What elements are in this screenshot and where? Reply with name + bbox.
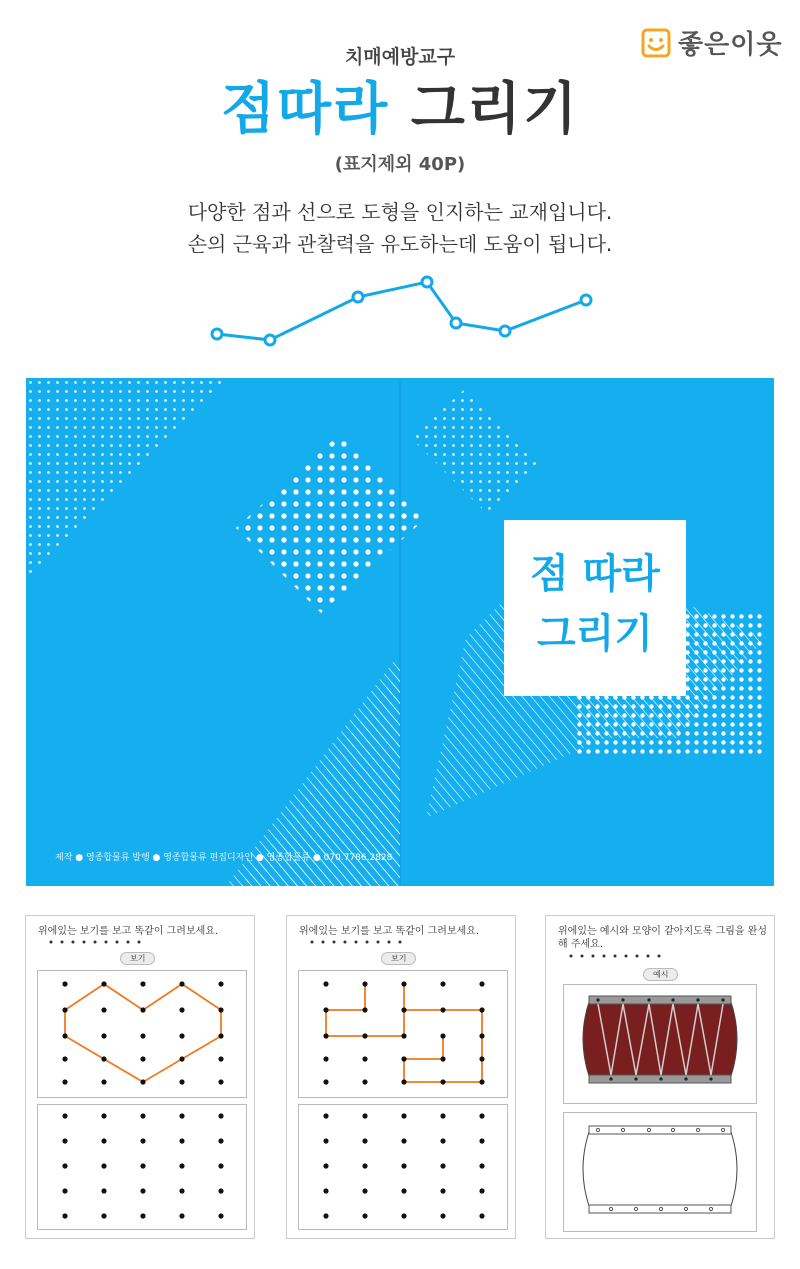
bullet-dots bbox=[309, 938, 409, 946]
worksheet-heart bbox=[25, 915, 255, 1239]
worksheet-path bbox=[286, 915, 516, 1239]
cover-title bbox=[504, 544, 686, 664]
example-label: 예시 bbox=[643, 968, 678, 981]
page-count: (표지제외 40P) bbox=[334, 154, 466, 175]
book-cover bbox=[26, 378, 774, 886]
title-part-dark: 그리기 bbox=[410, 77, 580, 142]
brand-name: 좋은이웃 bbox=[678, 30, 783, 60]
title-part-blue: 점따라 bbox=[220, 77, 390, 142]
worksheet-drum bbox=[545, 915, 775, 1239]
worksheet-instruction: 위에있는 보기를 보고 똑같이 그려보세요. bbox=[38, 926, 219, 937]
practice-grid bbox=[37, 1104, 247, 1230]
description-line-2: 손의 근육과 관찰력을 유도하는데 도움이 됩니다. bbox=[187, 232, 613, 256]
worksheet-instruction: 위에있는 보기를 보고 똑같이 그려보세요. bbox=[299, 926, 480, 937]
drum-example bbox=[563, 984, 757, 1104]
decorative-dot-line bbox=[0, 270, 800, 360]
example-grid-heart bbox=[37, 970, 247, 1098]
example-label: 보기 bbox=[120, 952, 155, 965]
cover-title-line-1: 점 따라 bbox=[530, 551, 660, 597]
description-line-1: 다양한 점과 선으로 도형을 인지하는 교재입니다. bbox=[187, 200, 613, 224]
product-title bbox=[0, 78, 800, 142]
bullet-dots bbox=[568, 952, 668, 960]
example-grid-path bbox=[298, 970, 508, 1098]
example-label: 보기 bbox=[381, 952, 416, 965]
drum-practice bbox=[563, 1112, 757, 1232]
worksheet-instruction: 위에있는 예시와 모양이 같아지도록 그림을 완성해 주세요. bbox=[558, 926, 768, 950]
practice-grid bbox=[298, 1104, 508, 1230]
product-category: 치매예방교구 bbox=[344, 46, 456, 68]
bullet-dots bbox=[48, 938, 148, 946]
cover-credits: 제작 ● 영종합물류 발행 ● 영종합물류 편집디자인 ● 영종합물류 ● 070.7786.2828 bbox=[55, 853, 393, 863]
cover-title-line-2: 그리기 bbox=[537, 611, 653, 657]
